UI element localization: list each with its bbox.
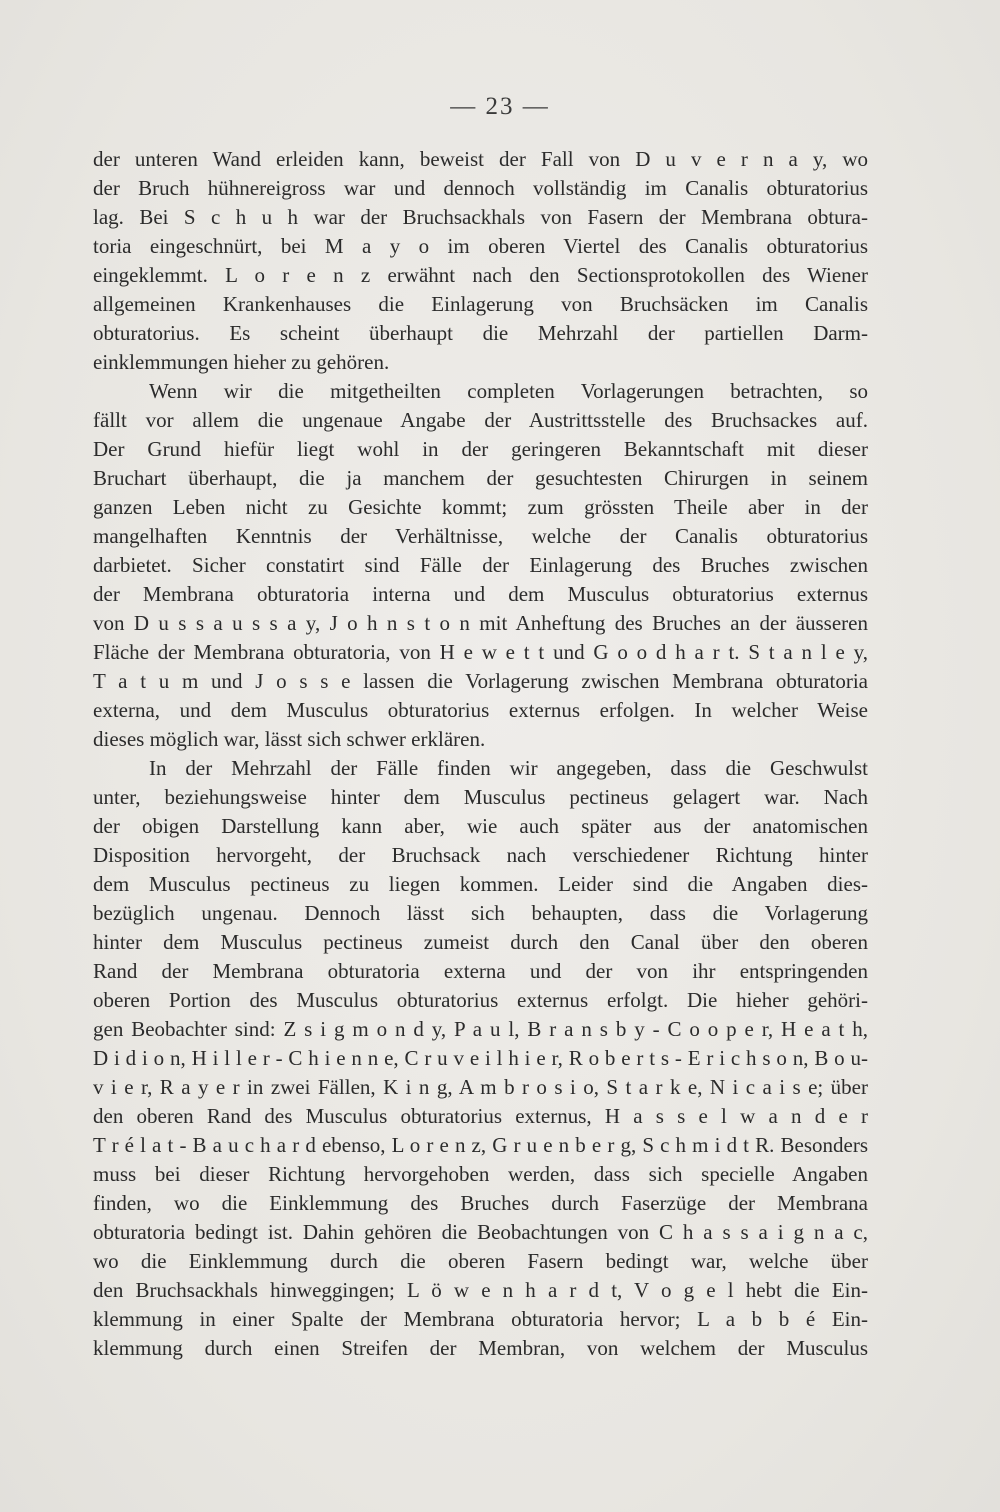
text-line: wo die Einklemmung durch die oberen Fasern bedingt war, welche über (93, 1249, 868, 1273)
text-line: lag. Bei S c h u h war der Bruchsackhals von Fasern der Membrana obtura- (93, 205, 868, 229)
text-line: allgemeinen Krankenhauses die Einlagerung von Bruchsäcken im Canalis (93, 292, 868, 316)
text-line: eingeklemmt. L o r e n z erwähnt nach den Sectionsprotokollen des Wiener (93, 263, 868, 287)
text-line: obturatorius. Es scheint überhaupt die Mehrzahl der partiellen Darm- (93, 321, 868, 345)
text-line: klemmung in einer Spalte der Membrana obturatoria hervor; L a b b é Ein- (93, 1307, 868, 1331)
text-line: toria eingeschnürt, bei M a y o im oberen Viertel des Canalis obturatorius (93, 234, 868, 258)
text-line: T a t u m und J o s s e lassen die Vorlagerung zwischen Membrana obturatoria (93, 669, 868, 693)
text-line: Der Grund hiefür liegt wohl in der geringeren Bekanntschaft mit dieser (93, 437, 868, 461)
body-text (93, 145, 868, 1363)
text-line: dem Musculus pectineus zu liegen kommen. Leider sind die Angaben dies- (93, 872, 868, 896)
text-line: externa, und dem Musculus obturatorius externus erfolgen. In welcher Weise (93, 698, 868, 722)
text-line: der Membrana obturatoria interna und dem Musculus obturatorius externus (93, 582, 868, 606)
text-line: Rand der Membrana obturatoria externa und der von ihr entspringenden (93, 959, 868, 983)
text-line: Disposition hervorgeht, der Bruchsack nach verschiedener Richtung hinter (93, 843, 868, 867)
text-line: D i d i o n, H i l l e r - C h i e n n e, C r u v e i l h i e r, R o b e r t s - E r i c h s o n, B o u- (93, 1046, 868, 1070)
text-line: ganzen Leben nicht zu Gesichte kommt; zum grössten Theile aber in der (93, 495, 868, 519)
text-line: bezüglich ungenau. Dennoch lässt sich behaupten, dass die Vorlagerung (93, 901, 868, 925)
text-line: muss bei dieser Richtung hervorgehoben werden, dass sich specielle Angaben (93, 1162, 868, 1186)
text-line: den oberen Rand des Musculus obturatorius externus, H a s s e l w a n d e r (93, 1104, 868, 1128)
text-line: der unteren Wand erleiden kann, beweist der Fall von D u v e r n a y, wo (93, 147, 868, 171)
text-line: von D u s s a u s s a y, J o h n s t o n mit Anheftung des Bruches an der äusseren (93, 611, 868, 635)
text-line: gen Beobachter sind: Z s i g m o n d y, P a u l, B r a n s b y - C o o p e r, H e a t h, (93, 1017, 868, 1041)
text-line: In der Mehrzahl der Fälle finden wir angegeben, dass die Geschwulst (149, 756, 868, 780)
text-line: darbietet. Sicher constatirt sind Fälle der Einlagerung des Bruches zwischen (93, 553, 868, 577)
text-line: fällt vor allem die ungenaue Angabe der Austrittsstelle des Bruchsackes auf. (93, 408, 868, 432)
text-line: einklemmungen hieher zu gehören. (93, 350, 390, 374)
text-line: den Bruchsackhals hinweggingen; L ö w e n h a r d t, V o g e l hebt die Ein- (93, 1278, 868, 1302)
text-line: Wenn wir die mitgetheilten completen Vorlagerungen betrachten, so (149, 379, 868, 403)
text-line: klemmung durch einen Streifen der Membran, von welchem der Musculus (93, 1336, 868, 1360)
text-line: Bruchart überhaupt, die ja manchem der gesuchtesten Chirurgen in seinem (93, 466, 868, 490)
text-line: dieses möglich war, lässt sich schwer erklären. (93, 727, 486, 751)
page-number: — 23 — (450, 93, 550, 120)
text-line: hinter dem Musculus pectineus zumeist durch den Canal über den oberen (93, 930, 868, 954)
text-line: finden, wo die Einklemmung des Bruches durch Faserzüge der Membrana (93, 1191, 868, 1215)
text-line: obturatoria bedingt ist. Dahin gehören die Beobachtungen von C h a s s a i g n a c, (93, 1220, 868, 1244)
text-line: Fläche der Membrana obturatoria, von H e w e t t und G o o d h a r t. S t a n l e y, (93, 640, 868, 664)
text-line: der Bruch hühnereigross war und dennoch vollständig im Canalis obturatorius (93, 176, 868, 200)
text-line: der obigen Darstellung kann aber, wie auch später aus der anatomischen (93, 814, 868, 838)
text-line: v i e r, R a y e r in zwei Fällen, K i n g, A m b r o s i o, S t a r k e, N i c a i s e; über (93, 1075, 868, 1099)
text-line: mangelhaften Kenntnis der Verhältnisse, welche der Canalis obturatorius (93, 524, 868, 548)
text-line: T r é l a t - B a u c h a r d ebenso, L o r e n z, G r u e n b e r g, S c h m i d t R. Besonders (93, 1133, 868, 1157)
text-line: unter, beziehungsweise hinter dem Musculus pectineus gelagert war. Nach (93, 785, 868, 809)
text-line: oberen Portion des Musculus obturatorius externus erfolgt. Die hieher gehöri- (93, 988, 868, 1012)
